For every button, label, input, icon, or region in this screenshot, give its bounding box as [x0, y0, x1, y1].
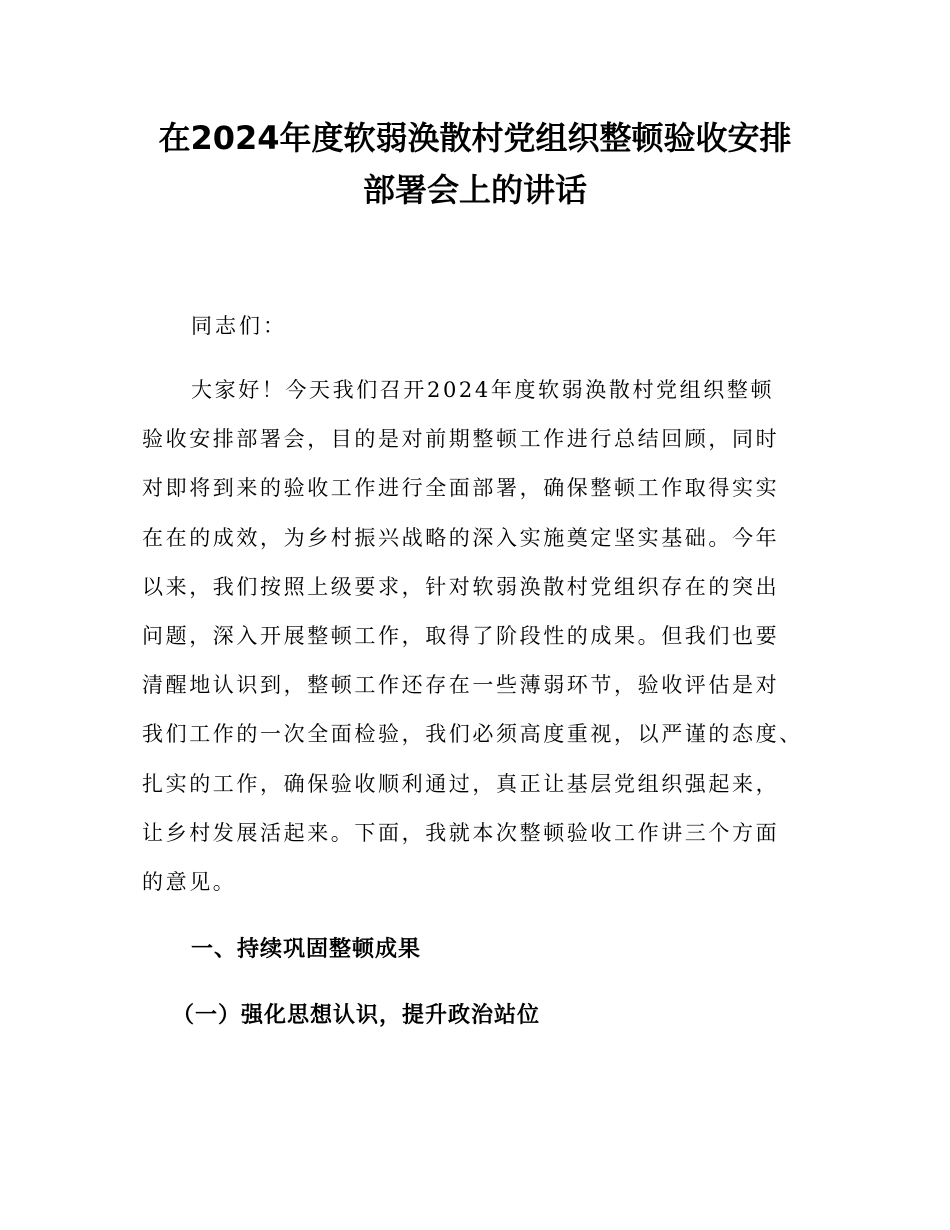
title-line-2: 部署会上的讲话 [362, 171, 587, 209]
opening-paragraph [142, 370, 803, 911]
paragraph-line: 让乡村发展活起来。下面，我就本次整顿验收工作讲三个方面 [142, 820, 780, 845]
paragraph-line: 在在的成效，为乡村振兴战略的深入实施奠定坚实基础。今年 [142, 525, 780, 550]
subsection-heading: （一）强化思想认识，提升政治站位 [172, 1003, 541, 1028]
paragraph-line: 对即将到来的验收工作进行全面部署，确保整顿工作取得实实 [142, 476, 780, 501]
paragraph-line: 我们工作的一次全面检验，我们必须高度重视，以严谨的态度、 [142, 722, 803, 747]
title-line-1: 在2024年度软弱涣散村党组织整顿验收安排 [158, 119, 792, 157]
paragraph-line: 问题，深入开展整顿工作，取得了阶段性的成果。但我们也要 [142, 623, 780, 648]
greeting: 同志们： [191, 314, 287, 338]
paragraph-line: 扎实的工作，确保验收顺利通过，真正让基层党组织强起来， [142, 771, 780, 796]
paragraph-line: 验收安排部署会，目的是对前期整顿工作进行总结回顾，同时 [142, 427, 780, 452]
paragraph-line: 以来，我们按照上级要求，针对软弱涣散村党组织存在的突出 [142, 574, 780, 599]
paragraph-line: 清醒地认识到，整顿工作还存在一些薄弱环节，验收评估是对 [142, 673, 780, 698]
paragraph-line: 大家好！今天我们召开2024年度软弱涣散村党组织整顿 [191, 378, 775, 402]
section-heading: 一、持续巩固整顿成果 [191, 937, 422, 962]
document-title [100, 112, 850, 216]
paragraph-line: 的意见。 [142, 869, 237, 894]
